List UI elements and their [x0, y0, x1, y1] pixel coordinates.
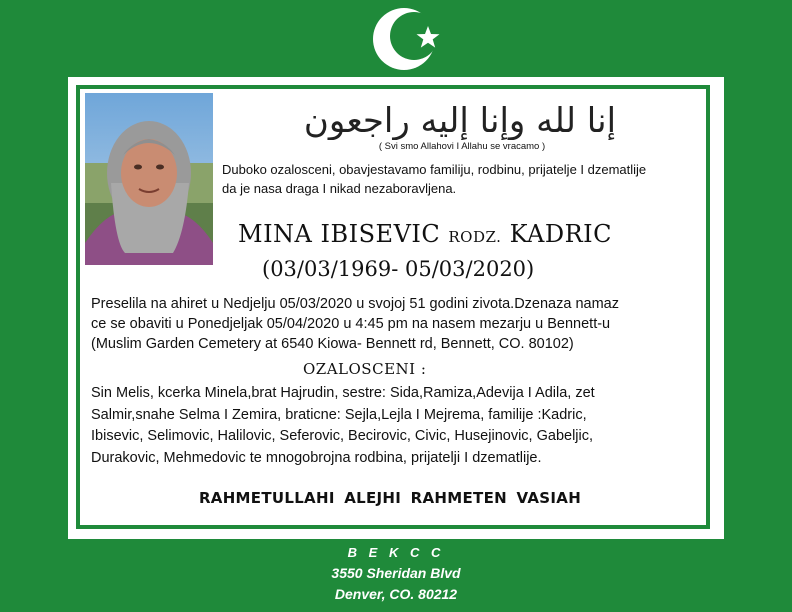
announcement-line: (Muslim Garden Cemetery at 6540 Kiowa- Bennett rd, Bennett, CO. 80102) [91, 336, 574, 352]
arabic-verse-calligraphy [236, 96, 684, 140]
intro-line: da je nasa draga I nikad nezaboravljena. [222, 181, 457, 196]
mourners-title-colon: : [415, 360, 427, 378]
name-text: MINA IBISEVIC [238, 220, 441, 248]
life-dates: (03/03/1969- 05/03/2020) [262, 257, 535, 281]
verse-translation: ( Svi smo Allahovi I Allahu se vracamo ) [378, 141, 546, 152]
maiden-name: KADRIC [509, 220, 613, 248]
intro-text [222, 160, 710, 198]
crescent-and-star-icon [370, 3, 444, 73]
intro-line: Duboko ozalosceni, obavjestavamo familiju, rodbinu, prijatelje I dzematlije [222, 162, 647, 177]
mourners-line: Sin Melis, kcerka Minela,brat Hajrudin, sestre: Sida,Ramiza,Adevija I Adila, zet [91, 385, 595, 401]
deceased-name [238, 220, 698, 248]
mourners-title [303, 360, 503, 378]
footer-address [276, 542, 516, 605]
mourners-line: Durakovic, Mehmedovic te mnogobrojna rodbina, prijatelji I dzematlije. [91, 449, 542, 466]
mourners-title-text: OZALOSCENI [303, 360, 416, 378]
footer-city: Denver, CO. 80212 [334, 586, 458, 602]
footer-org: B E K C C [347, 545, 445, 560]
footer-street: 3550 Sheridan Blvd [331, 565, 461, 581]
mourners-line: Salmir,snahe Selma I Zemira, braticne: Sejla,Lejla I Mejrema, familije :Kadric, [91, 406, 587, 423]
announcement-line: Preselila na ahiret u Nedjelju 05/03/2020 u svojoj 51 godini zivota.Dzenaza namaz [91, 296, 619, 312]
portrait-photo [85, 93, 213, 265]
rodz-label: RODZ. [448, 228, 502, 246]
announcement-text [91, 294, 706, 354]
mourners-list [91, 383, 706, 469]
arabic-verse-text: إنا لله وإنا إليه راجعون [303, 101, 617, 140]
mourners-line: Ibisevic, Selimovic, Halilovic, Seferovic, Becirovic, Civic, Husejinovic, Gabeljic, [91, 428, 594, 444]
closing-prayer: RAHMETULLAHI ALEJHI RAHMETEN VASIAH [198, 489, 582, 507]
announcement-line: ce se obaviti u Ponedjeljak 05/04/2020 u 4:45 pm na nasem mezarju u Bennett-u [91, 316, 611, 332]
